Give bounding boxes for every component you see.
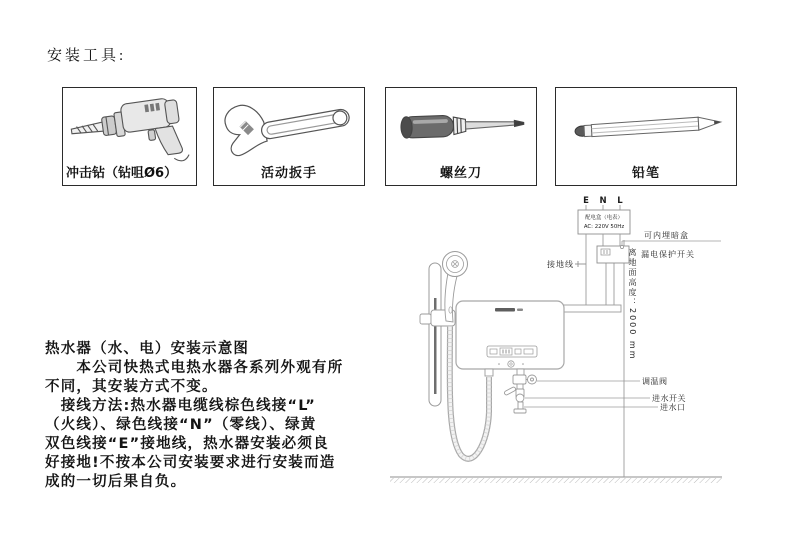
pencil-icon xyxy=(556,90,736,162)
description-heading: 热水器（水、电）安装示意图 xyxy=(45,341,250,357)
terminal-label-l: L xyxy=(617,196,623,206)
ground-surface xyxy=(390,477,722,483)
power-box-line1: 配电盒（电表） xyxy=(585,215,623,221)
description-line: 双色线接“E”接地线，热水器安装必须良 xyxy=(45,436,329,452)
description-line: 接线方法:热水器电缆线棕色线接“L” xyxy=(45,398,316,414)
terminal-label-n: N xyxy=(599,196,607,206)
tool-card-pencil xyxy=(555,87,737,186)
temp-valve-label: 调温阀 xyxy=(642,377,668,386)
heater-brand-logo xyxy=(495,308,515,312)
water-heater xyxy=(456,301,564,369)
conduit-connector xyxy=(563,305,621,312)
ground-symbol-icon xyxy=(575,261,586,267)
installation-diagram xyxy=(380,188,745,488)
inlet-switch-knob xyxy=(516,394,524,402)
description-line: 好接地!不按本公司安装要求进行安装而造 xyxy=(45,455,336,471)
terminal-wires xyxy=(586,205,620,210)
shower-rail xyxy=(429,263,441,406)
adjustable-wrench-icon xyxy=(214,90,364,162)
description-line: 本公司快热式电热水器各系列外观有所 xyxy=(45,360,344,376)
ground-wire xyxy=(547,259,586,269)
supply-wires xyxy=(586,234,620,306)
tool-label: 螺丝刀 xyxy=(439,166,482,181)
leakage-switch-label: 漏电保护开关 xyxy=(641,250,695,259)
height-dimension-label: 离地面高度：2000 mm xyxy=(628,248,637,361)
leakage-switch-box xyxy=(597,245,629,263)
tool-card-screwdriver xyxy=(385,87,537,186)
screwdriver-icon xyxy=(386,90,536,162)
heater-outlet-stub xyxy=(485,369,493,376)
shower-head xyxy=(443,252,468,277)
description-line: 成的一切后果自负。 xyxy=(45,474,187,490)
tool-label: 铅笔 xyxy=(631,166,660,181)
power-button xyxy=(508,361,514,367)
power-box xyxy=(578,210,630,234)
impact-drill-icon xyxy=(63,90,196,162)
tool-card-impact-drill xyxy=(62,87,197,186)
description-line: 不同，其安装方式不变。 xyxy=(45,379,218,395)
tool-label: 活动扳手 xyxy=(260,166,317,181)
ground-wire-label: 接地线 xyxy=(547,260,574,269)
inlet-switch-label: 进水开关 xyxy=(652,394,686,403)
tool-label: 冲击钻（钻咀Ø6） xyxy=(66,166,178,181)
heater-control-panel xyxy=(487,346,537,357)
installation-description xyxy=(45,340,381,492)
terminal-label-e: E xyxy=(583,196,589,206)
inlet-valve-assembly xyxy=(504,369,537,413)
concealed-box-label: 可内埋暗盒 xyxy=(644,231,689,240)
tool-card-adjustable-wrench xyxy=(213,87,365,186)
description-line: （火线）、绿色线接“N”（零线）、绿黄 xyxy=(45,417,317,433)
page-title: 安装工具: xyxy=(47,48,127,64)
inlet-label: 进水口 xyxy=(660,403,686,412)
power-box-line2: AC: 220V 50Hz xyxy=(583,224,625,230)
